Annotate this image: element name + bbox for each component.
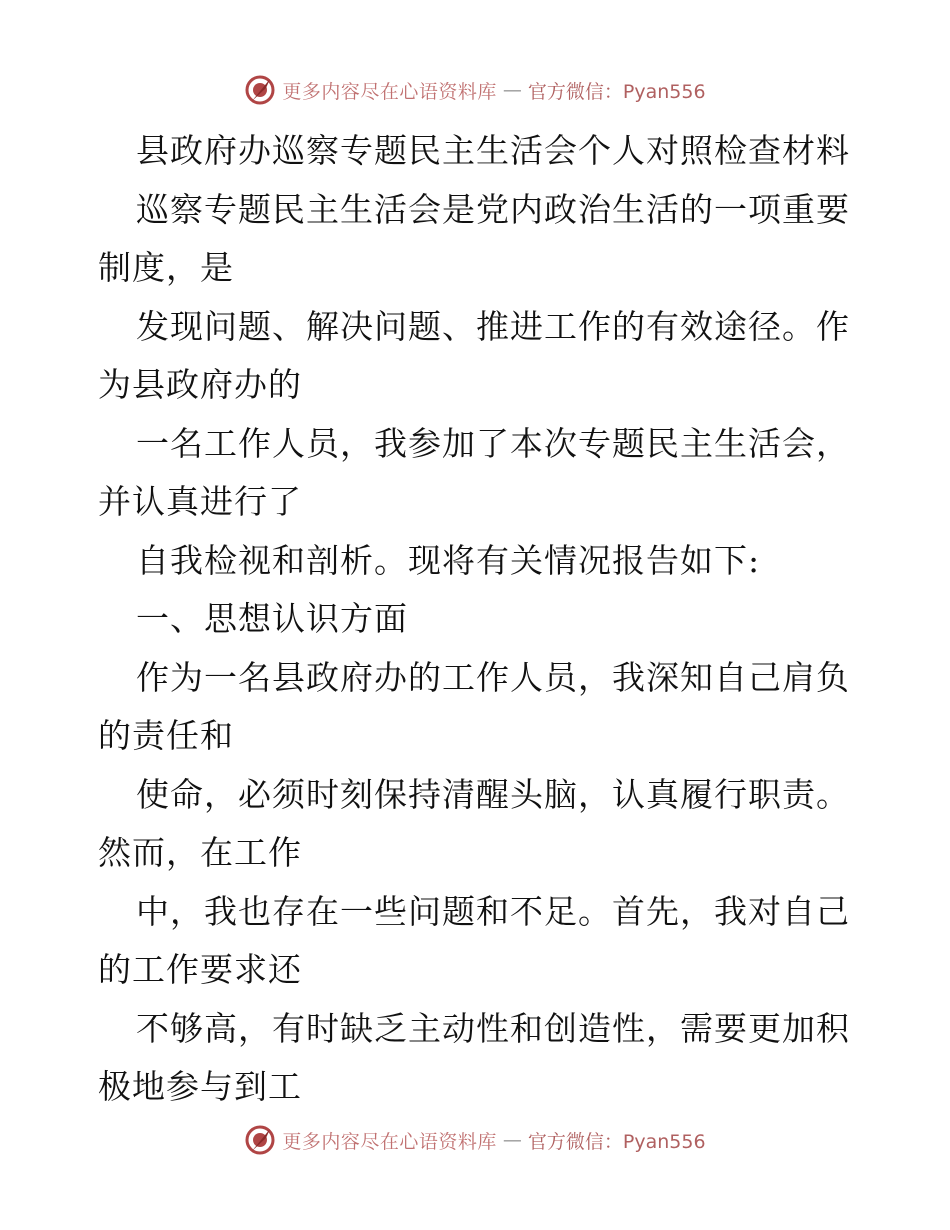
- watermark-separator: —: [502, 1129, 522, 1151]
- watermark-text: 更多内容尽在心语资料库: [282, 80, 497, 103]
- quill-logo-icon: [244, 1124, 276, 1156]
- text-line: 一名工作人员，我参加了本次专题民主生活会，: [136, 423, 850, 463]
- text-line: 的责任和: [98, 716, 234, 755]
- watermark-wechat: 官方微信：Pyan556: [527, 1130, 706, 1153]
- text-line: 极地参与到工: [98, 1067, 302, 1106]
- text-line: 县政府办巡察专题民主生活会个人对照检查材料: [136, 131, 850, 170]
- header-watermark: [0, 70, 950, 110]
- text-line: 作为一名县政府办的工作人员，我深知自己肩负: [136, 657, 850, 697]
- text-line: 的工作要求还: [98, 950, 302, 989]
- text-line: 不够高，有时缺乏主动性和创造性，需要更加积: [136, 1008, 850, 1048]
- text-line: 为县政府办的: [98, 365, 302, 404]
- text-line: 使命，必须时刻保持清醒头脑，认真履行职责。: [136, 774, 850, 814]
- text-line: 制度，是: [98, 248, 234, 287]
- text-line: 中，我也存在一些问题和不足。首先，我对自己: [136, 891, 850, 931]
- watermark-inner: [244, 1124, 705, 1156]
- watermark-text: 更多内容尽在心语资料库: [282, 1130, 497, 1153]
- text-line: 自我检视和剖析。现将有关情况报告如下:: [136, 540, 761, 580]
- text-line: 然而，在工作: [98, 833, 302, 872]
- footer-watermark: [0, 1120, 950, 1160]
- watermark-wechat: 官方微信：Pyan556: [527, 80, 706, 103]
- watermark-inner: [244, 74, 705, 106]
- text-line: 一、思想认识方面: [136, 599, 408, 638]
- quill-logo-icon: [244, 74, 276, 106]
- text-line: 巡察专题民主生活会是党内政治生活的一项重要: [136, 189, 850, 229]
- text-line: 并认真进行了: [98, 482, 302, 521]
- document-body: [98, 122, 858, 1117]
- text-line: 发现问题、解决问题、推进工作的有效途径。作: [136, 306, 850, 346]
- watermark-separator: —: [502, 79, 522, 101]
